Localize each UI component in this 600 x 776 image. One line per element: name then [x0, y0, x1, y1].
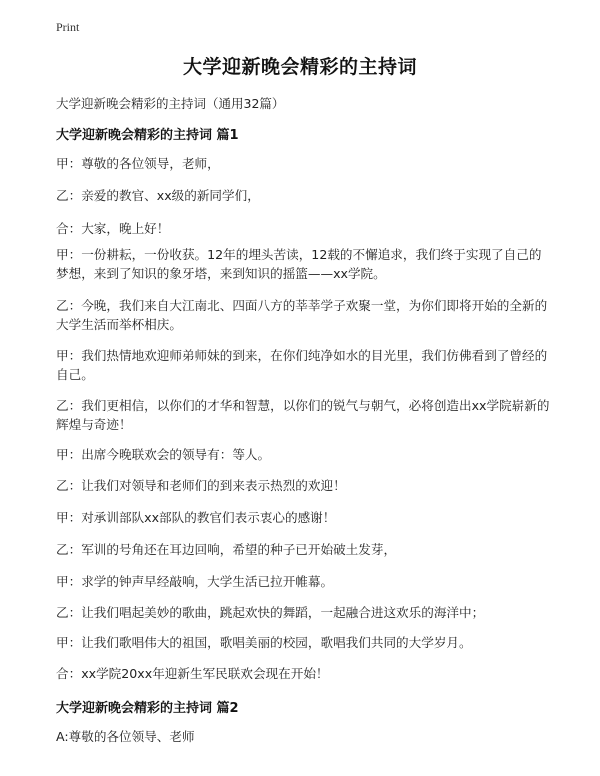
- paragraph: 甲：尊敬的各位领导，老师，: [56, 156, 220, 171]
- paragraph: 甲：出席今晚联欢会的领导有：等人。: [56, 447, 271, 462]
- paragraph: 甲：让我们歌唱伟大的祖国，歌唱美丽的校园，歌唱我们共同的大学岁月。: [56, 635, 472, 650]
- paragraph: 甲：一份耕耘，一份收获。12年的埋头苦读，12载的不懈追求，我们终于实现了自己的梦想，来到了知识的象牙塔，来到知识的摇篮——xx学院。: [56, 247, 542, 281]
- paragraph: 乙：让我们对领导和老师们的到来表示热烈的欢迎！: [56, 478, 346, 493]
- paragraph: A:尊敬的各位领导、老师: [56, 729, 195, 744]
- paragraph: 乙：我们更相信，以你们的才华和智慧，以你们的锐气与朝气，必将创造出xx学院崭新的辉煌与奇迹！: [56, 398, 550, 432]
- section-heading: 大学迎新晚会精彩的主持词 篇2: [56, 701, 239, 716]
- paragraph: 乙：今晚，我们来自大江南北、四面八方的莘莘学子欢聚一堂，为你们即将开始的全新的大学生活而举杯相庆。: [56, 298, 548, 332]
- paragraph: 合：xx学院20xx年迎新生军民联欢会现在开始！: [56, 666, 329, 681]
- section-heading: 大学迎新晚会精彩的主持词 篇1: [56, 128, 239, 143]
- paragraph: 甲：我们热情地欢迎师弟师妹的到来，在你们纯净如水的目光里，我们仿佛看到了曾经的自己。: [56, 348, 548, 382]
- paragraph: 合：大家，晚上好！: [56, 221, 170, 236]
- document-subtitle: 大学迎新晚会精彩的主持词（通用32篇）: [56, 96, 285, 111]
- paragraph: 乙：让我们唱起美妙的歌曲，跳起欢快的舞蹈，一起融合进这欢乐的海洋中；: [56, 605, 485, 620]
- print-link[interactable]: Print: [56, 20, 80, 34]
- paragraph: 甲：对承训部队xx部队的教官们表示衷心的感谢！: [56, 510, 336, 525]
- paragraph: 甲：求学的钟声早经敲响，大学生活已拉开帷幕。: [56, 574, 334, 589]
- paragraph: 乙：亲爱的教官、xx级的新同学们，: [56, 188, 260, 203]
- paragraph: 乙：军训的号角还在耳边回响，希望的种子已开始破土发芽，: [56, 542, 397, 557]
- document-title: 大学迎新晚会精彩的主持词: [182, 56, 417, 78]
